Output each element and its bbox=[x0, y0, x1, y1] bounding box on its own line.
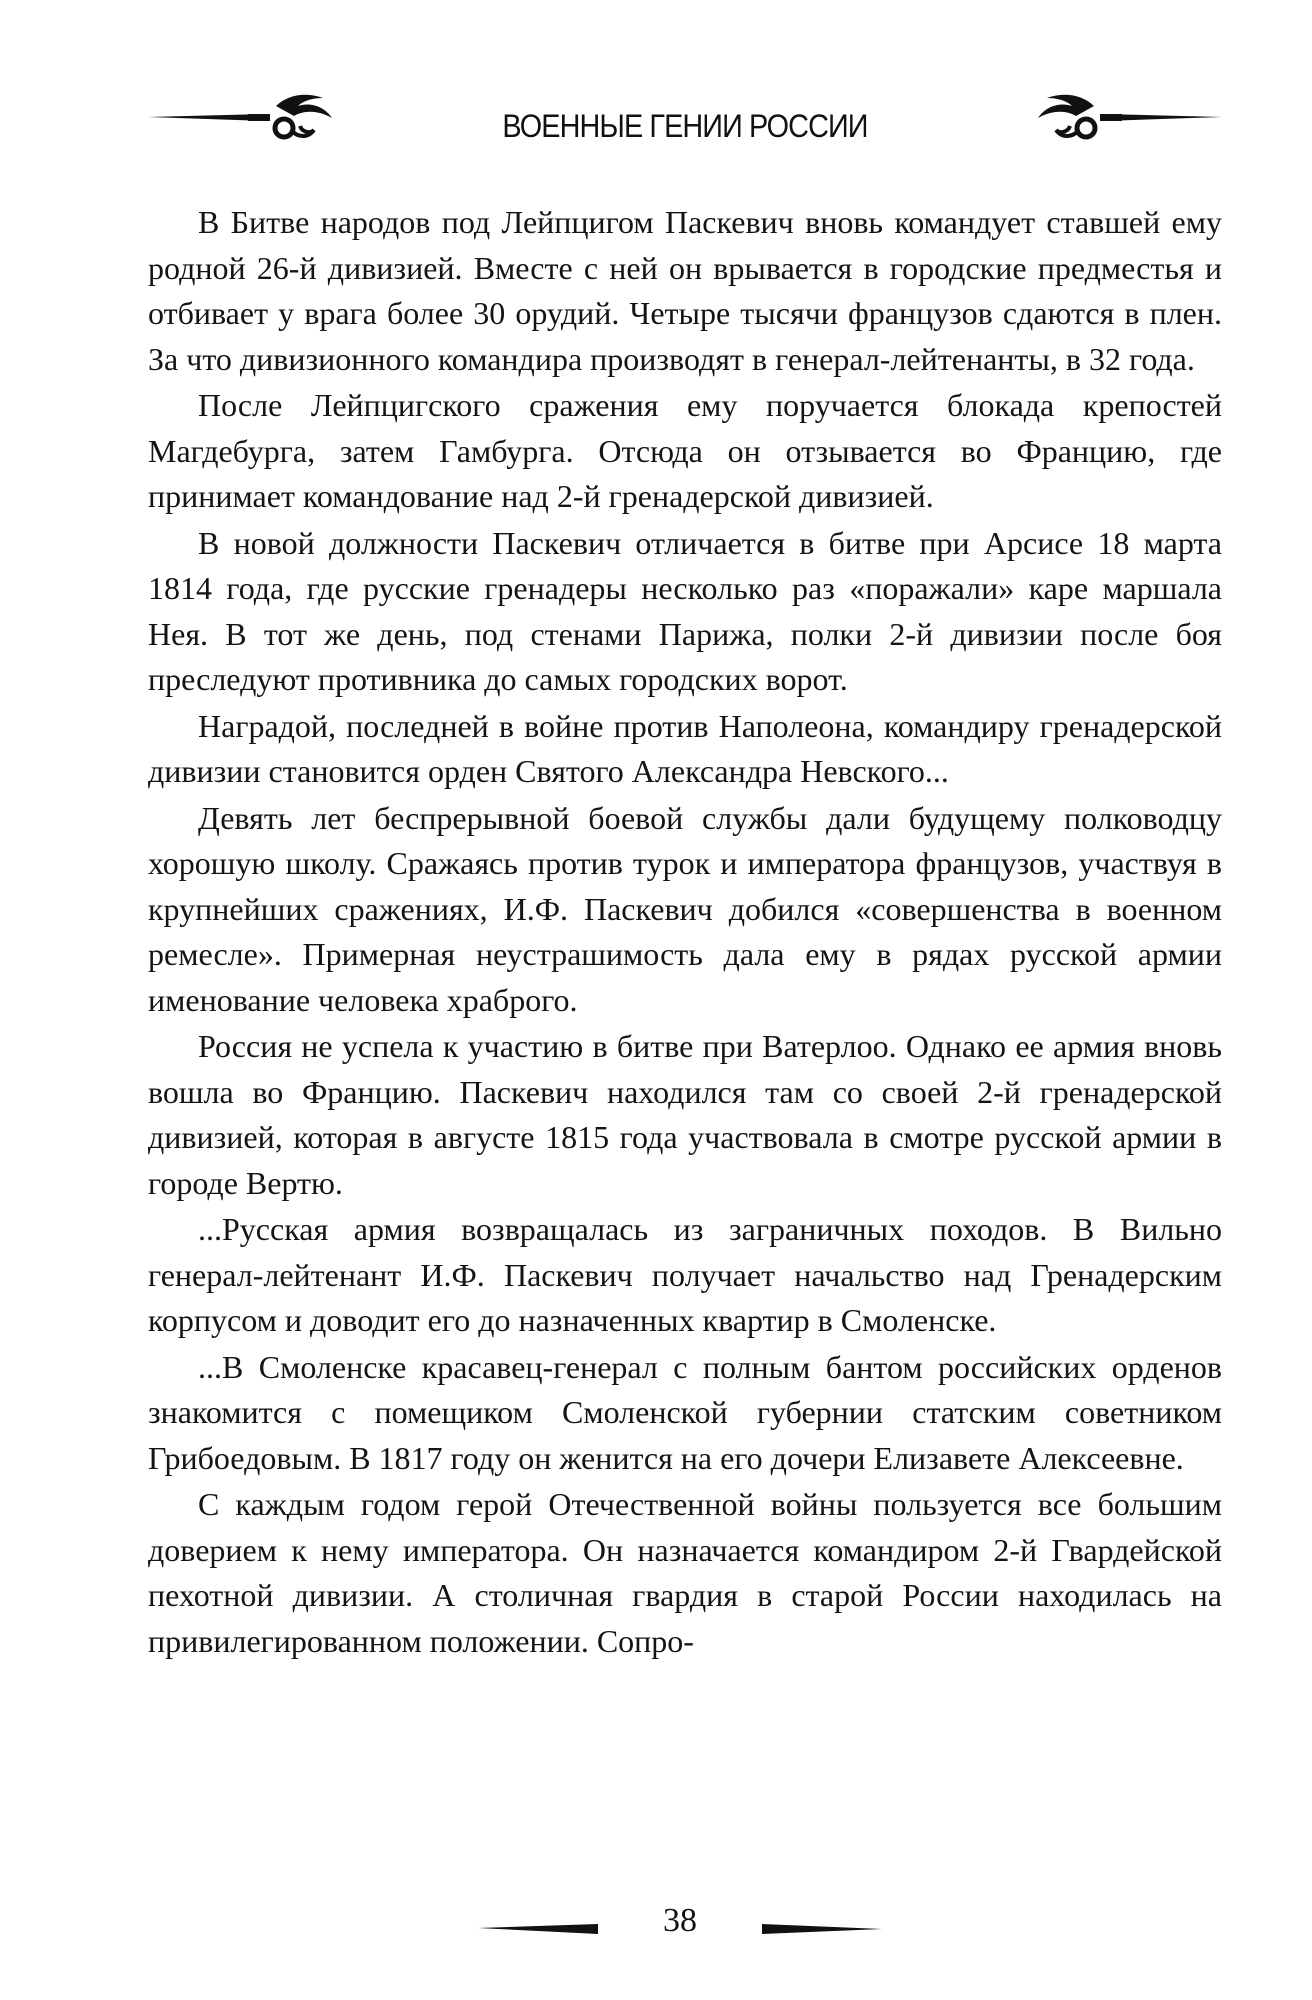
paragraph: В новой должности Паскевич отличается в битве при Арсисе 18 марта 1814 года, где русские гренадеры несколько раз «поражали» каре маршала Нея. В тот же день, под стенами Парижа, полки 2-й дивизии после боя преследуют противника до самых городских ворот. bbox=[148, 524, 1222, 697]
page-number: 38 bbox=[663, 1902, 697, 1939]
paragraph: В Битве народов под Лейпцигом Паскевич вновь командует ставшей ему родной 26-й дивизией. Вместе с ней он врывается в городские предместья и отбивает у врага более 30 орудий. Четыре тысячи французов сдаются в плен. За что дивизионного командира производят в генерал-лейтенанты, в 32 года. bbox=[148, 204, 1222, 377]
swirl-ornament-right-icon bbox=[1022, 92, 1222, 142]
footer-dash-right-icon bbox=[762, 1922, 882, 1936]
paragraph: ...В Смоленске красавец-генерал с полным бантом российских орденов знакомится с помещиком Смоленской губернии статским советником Грибоедовым. В 1817 году он женится на его дочери Елизавете Алексеевне. bbox=[148, 1348, 1222, 1476]
paragraph: Наградой, последней в войне против Наполеона, командиру гренадерской дивизии становится орден Святого Александра Невского... bbox=[148, 707, 1222, 789]
page-footer bbox=[470, 1900, 890, 1960]
paragraph: После Лейпцигского сражения ему поручается блокада крепостей Магдебурга, затем Гамбурга. Отсюда он отзывается во Францию, где принимает командование над 2-й гренадерской дивизией. bbox=[148, 387, 1222, 514]
running-title: ВОЕННЫЕ ГЕНИИ РОССИИ bbox=[502, 108, 868, 144]
running-header bbox=[148, 88, 1222, 168]
paragraph: ...Русская армия возвращалась из заграничных походов. В Вильно генерал-лейтенант И.Ф. Паскевич получает начальство над Гренадерским корпусом и доводит его до назначенных квартир в Смоленске. bbox=[148, 1211, 1222, 1338]
body-text bbox=[148, 200, 1222, 1664]
paragraph: Россия не успела к участию в битве при Ватерлоо. Однако ее армия вновь вошла во Францию. Паскевич находился там со своей 2-й гренадерской дивизией, которая в августе 1815 года участвовала в смотре русской армии в городе Вертю. bbox=[148, 1028, 1222, 1201]
paragraph: С каждым годом герой Отечественной войны пользуется все большим доверием к нему императора. Он назначается командиром 2-й Гвардейской пехотной дивизии. А столичная гвардия в старой России находилась на привилегированном положении. Сопро- bbox=[148, 1486, 1222, 1659]
paragraph: Девять лет беспрерывной боевой службы дали будущему полководцу хорошую школу. Сражаясь против турок и императора французов, участвуя в крупнейших сражениях, И.Ф. Паскевич добился «совершенства в военном ремесле». Примерная неустрашимость дала ему в рядах русской армии именование человека храброго. bbox=[148, 799, 1222, 1018]
